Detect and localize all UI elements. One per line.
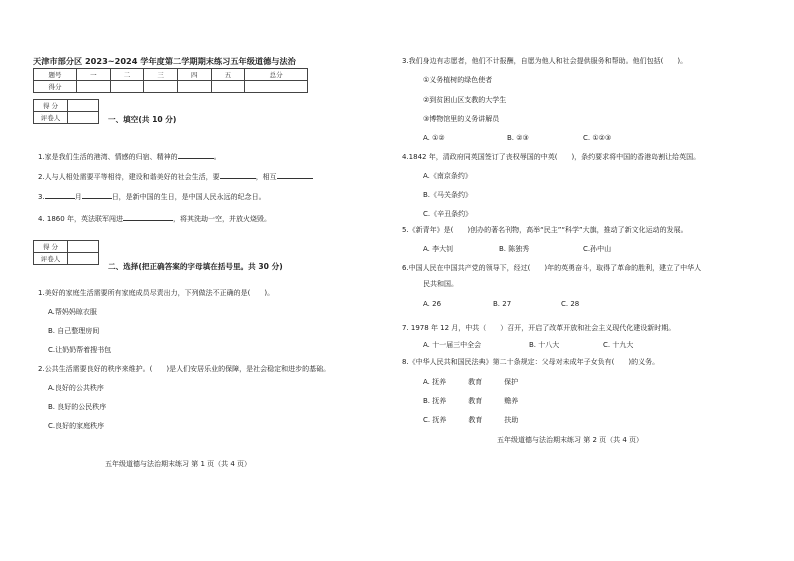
choice-option[interactable]: C. ①②③ — [583, 134, 612, 142]
option-term: 教育 — [468, 378, 483, 386]
answer-blank[interactable] — [277, 170, 313, 179]
choice-option[interactable]: A. 十一届三中全会 — [423, 341, 482, 349]
option-term: C. 抚养 — [423, 416, 447, 424]
score-cell[interactable] — [177, 81, 211, 93]
choice-option[interactable]: A.良好的公共秩序 — [48, 384, 104, 392]
fill-question-3-month: 月 — [74, 193, 82, 201]
choice-option[interactable]: C.《辛丑条约》 — [423, 210, 473, 218]
answer-blank[interactable] — [220, 170, 256, 179]
option-term: 赡养 — [504, 397, 519, 405]
score-table-header: 题号 — [34, 69, 77, 81]
option-term: 保护 — [504, 378, 519, 386]
option-term: A. 抚养 — [423, 378, 447, 386]
fill-question-3-number: 3. — [38, 193, 45, 201]
fill-question-3 — [38, 190, 266, 202]
fill-question-2-end: ，相互 — [255, 173, 277, 181]
grader-name-cell[interactable] — [68, 112, 99, 124]
grader-box-2 — [33, 240, 99, 265]
exam-title: 天津市部分区 2023~2024 学年度第二学期期末练习五年级道德与法治 — [33, 56, 296, 66]
fill-question-1-text: 1.家是我们生活的港湾、情感的归宿、精神的 — [38, 153, 178, 161]
choice-question-2-stem: 2.公共生活需要良好的秩序来维护。( )是人们安居乐业的保障，是社会稳定和进步的基础。 — [38, 365, 331, 373]
choice-question-6-stem-continued: 民共和国。 — [423, 280, 458, 288]
choice-option[interactable]: A.《南京条约》 — [423, 172, 472, 180]
option-term: B. 抚养 — [423, 397, 447, 405]
fill-question-2-text: 2.人与人相处需要平等相待，建设和谐美好的社会生活，要 — [38, 173, 220, 181]
score-table-row-label: 得分 — [34, 81, 77, 93]
choice-option[interactable] — [423, 377, 518, 387]
choice-option[interactable]: B. 十八大 — [529, 341, 560, 349]
answer-blank[interactable] — [123, 212, 173, 221]
score-cell[interactable] — [110, 81, 144, 93]
question-3-item: ③博物馆里的义务讲解员 — [423, 115, 500, 123]
fill-question-4-text: 4. 1860 年，英法联军闯进 — [38, 215, 123, 223]
fill-question-2 — [38, 170, 313, 182]
choice-option[interactable]: B. 良好的公民秩序 — [48, 403, 107, 411]
grader-box-1 — [33, 99, 99, 124]
score-table-header-row — [34, 69, 308, 81]
grader-score-cell[interactable] — [68, 241, 99, 253]
choice-option[interactable]: A. 李大钊 — [423, 245, 454, 253]
fill-question-1-end: 。 — [213, 153, 221, 161]
answer-blank[interactable] — [178, 150, 214, 159]
choice-option[interactable]: C.良好的家庭秩序 — [48, 422, 105, 430]
exam-page-2 — [397, 0, 794, 561]
choice-option[interactable]: B. 陈独秀 — [499, 245, 530, 253]
choice-option[interactable]: A. 26 — [423, 300, 442, 308]
score-table-header: 三 — [144, 69, 178, 81]
choice-option[interactable]: B.《马关条约》 — [423, 191, 473, 199]
choice-question-5-stem: 5.《新青年》是( )创办的著名刊物，高举“民主”“科学”大旗，推动了新文化运动的发展。 — [402, 226, 688, 234]
score-table-score-row — [34, 81, 308, 93]
choice-option[interactable] — [423, 415, 518, 425]
page-footer-2: 五年级道德与法治期末练习 第 2 页（共 4 页） — [497, 436, 644, 444]
answer-blank[interactable] — [82, 190, 112, 199]
score-table-header: 五 — [211, 69, 245, 81]
choice-option[interactable]: B. ②③ — [507, 134, 529, 142]
choice-option[interactable]: C. 十九大 — [603, 341, 634, 349]
fill-question-3-text: 日，是新中国的生日，是中国人民永远的纪念日。 — [111, 193, 266, 201]
choice-option[interactable] — [423, 396, 518, 406]
choice-option[interactable]: C.让奶奶帮着搜书包 — [48, 346, 112, 354]
option-term: 教育 — [468, 416, 483, 424]
grader-score-label: 得 分 — [34, 241, 68, 253]
choice-question-4-stem: 4.1842 年，清政府同英国签订了丧权辱国的中英( )，条约要求将中国的香港岛割让给英国。 — [402, 153, 701, 161]
score-cell[interactable] — [211, 81, 245, 93]
choice-option[interactable]: A. ①② — [423, 134, 445, 142]
choice-option[interactable]: B. 27 — [493, 300, 512, 308]
section-1-title: 一、填空(共 10 分) — [108, 115, 177, 124]
question-3-item: ②到贫困山区支教的大学生 — [423, 96, 507, 104]
fill-question-4 — [38, 212, 271, 224]
grader-score-cell[interactable] — [68, 100, 99, 112]
choice-option[interactable]: C.孙中山 — [583, 245, 612, 253]
choice-option[interactable]: C. 28 — [561, 300, 580, 308]
score-cell[interactable] — [77, 81, 111, 93]
grader-name-label: 评卷人 — [34, 253, 68, 265]
choice-question-6-stem: 6.中国人民在中国共产党的领导下，经过( )年的英勇奋斗，取得了革命的胜利，建立了中华人 — [402, 264, 702, 272]
page-footer-1: 五年级道德与法治期末练习 第 1 页（共 4 页） — [105, 460, 252, 468]
option-term: 教育 — [468, 397, 483, 405]
grader-score-label: 得 分 — [34, 100, 68, 112]
score-table — [33, 68, 308, 93]
section-2-title: 二、选择(把正确答案的字母填在括号里。共 30 分) — [108, 262, 283, 271]
option-term: 扶助 — [504, 416, 519, 424]
score-cell[interactable] — [245, 81, 308, 93]
choice-question-7-stem: 7. 1978 年 12 月，中共（ ）召开，开启了改革开放和社会主义现代化建设新时期。 — [402, 324, 676, 332]
choice-question-8-stem: 8.《中华人民共和国民法典》第二十条规定：父母对未成年子女负有( )的义务。 — [402, 358, 660, 366]
choice-question-1-stem: 1.美好的家庭生活需要所有家庭成员尽责出力，下列做法不正确的是( )。 — [38, 289, 275, 297]
fill-question-4-end: ，将其洗劫一空，并放火烧毁。 — [172, 215, 271, 223]
grader-name-cell[interactable] — [68, 253, 99, 265]
score-table-header: 四 — [177, 69, 211, 81]
fill-question-1 — [38, 150, 221, 162]
choice-option[interactable]: B. 自己整理房间 — [48, 327, 100, 335]
choice-question-3-stem: 3.我们身边有志愿者，他们不计报酬，自愿为他人和社会提供服务和帮助。他们包括( )。 — [402, 57, 688, 65]
answer-blank[interactable] — [45, 190, 75, 199]
score-table-header: 一 — [77, 69, 111, 81]
question-3-item: ①义务植树的绿色使者 — [423, 76, 493, 84]
choice-option[interactable]: A.帮妈妈晾衣服 — [48, 308, 97, 316]
grader-name-label: 评卷人 — [34, 112, 68, 124]
score-table-header: 总分 — [245, 69, 308, 81]
score-cell[interactable] — [144, 81, 178, 93]
score-table-header: 二 — [110, 69, 144, 81]
